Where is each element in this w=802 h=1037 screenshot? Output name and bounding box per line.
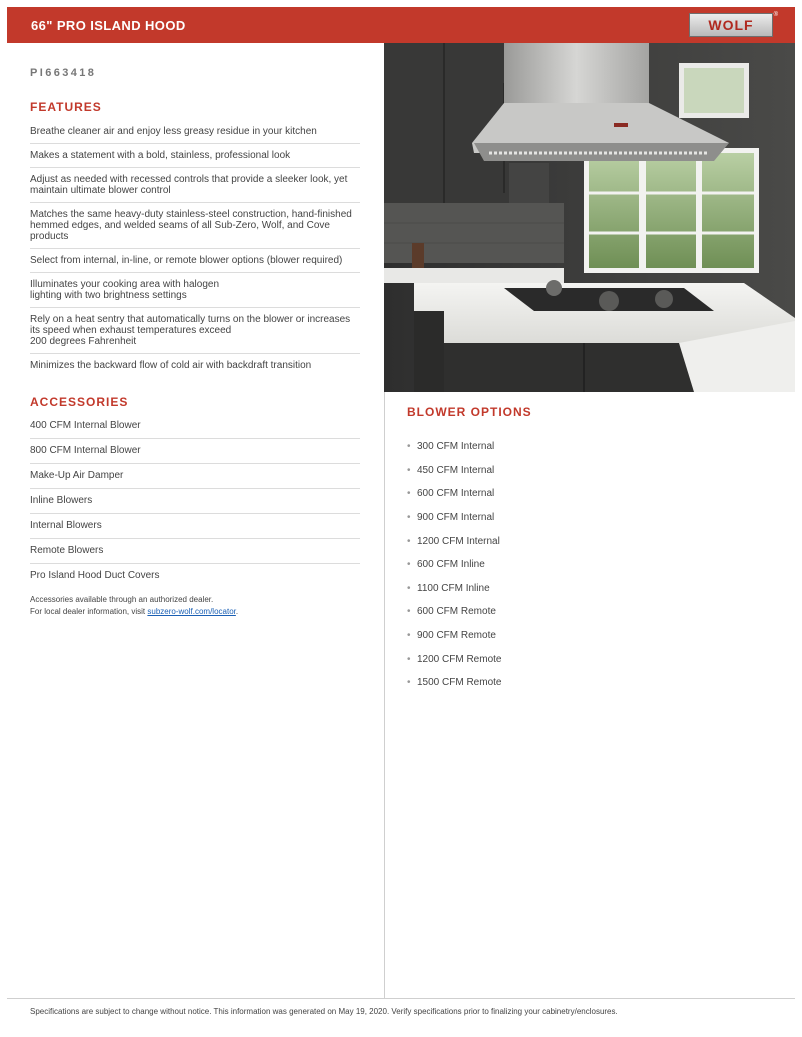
list-item — [407, 647, 777, 671]
wolf-logo-text: WOLF — [708, 17, 754, 33]
page-header — [7, 7, 795, 43]
dealer-locator-link[interactable]: subzero-wolf.com/locator — [147, 607, 236, 616]
accessory-item: Inline Blowers — [30, 489, 360, 514]
bullet-icon: • — [407, 488, 411, 500]
column-divider — [384, 392, 385, 998]
dealer-note: Accessories available through an authorized dealer. — [30, 595, 214, 604]
page-title: 66" PRO ISLAND HOOD — [31, 17, 186, 33]
blower-option-label: 900 CFM Internal — [417, 512, 495, 524]
product-photo — [384, 43, 795, 392]
wolf-logo — [689, 12, 778, 37]
feature-item: Rely on a heat sentry that automatically turns on the blower or increases its speed when exhaust temperatures exceed 200 degrees Fahrenheit — [30, 308, 360, 354]
bullet-icon: • — [407, 512, 411, 524]
trademark-mark: ® — [773, 12, 778, 18]
list-item — [407, 435, 777, 459]
list-item — [407, 459, 777, 483]
blower-option-label: 1100 CFM Inline — [417, 582, 490, 594]
bullet-icon: • — [407, 559, 411, 571]
dealer-info-prefix: For local dealer information, visit — [30, 607, 148, 616]
blower-option-label: 1200 CFM Remote — [417, 653, 502, 665]
bullet-icon: • — [407, 582, 411, 594]
list-item — [407, 506, 777, 530]
blower-options-heading: BLOWER OPTIONS — [407, 405, 532, 419]
blower-option-label: 900 CFM Remote — [417, 630, 496, 642]
features-heading: FEATURES — [30, 100, 102, 114]
feature-item: Breathe cleaner air and enjoy less greasy residue in your kitchen — [30, 120, 360, 144]
accessories-note — [30, 594, 360, 618]
bullet-icon: • — [407, 630, 411, 642]
accessories-heading: ACCESSORIES — [30, 395, 129, 409]
feature-item: Makes a statement with a bold, stainless, professional look — [30, 144, 360, 168]
list-item — [407, 600, 777, 624]
blower-option-label: 1500 CFM Remote — [417, 677, 502, 689]
blower-options-list — [407, 435, 777, 695]
blower-option-label: 600 CFM Internal — [417, 488, 495, 500]
blower-option-label: 600 CFM Inline — [417, 559, 485, 571]
features-list — [30, 120, 360, 377]
blower-option-label: 600 CFM Remote — [417, 606, 496, 618]
accessory-item: Remote Blowers — [30, 539, 360, 564]
accessory-item: 800 CFM Internal Blower — [30, 439, 360, 464]
feature-item: Illuminates your cooking area with halogen lighting with two brightness settings — [30, 273, 360, 308]
blower-option-label: 450 CFM Internal — [417, 464, 495, 476]
dealer-info-suffix: . — [235, 607, 239, 616]
feature-item: Matches the same heavy-duty stainless-steel construction, hand-finished hemmed edges, and welded seams of all Sub-Zero, Wolf, and Cove products — [30, 203, 360, 249]
bullet-icon: • — [407, 441, 411, 453]
list-item — [407, 553, 777, 577]
list-item — [407, 624, 777, 648]
blower-option-label: 1200 CFM Internal — [417, 535, 500, 547]
feature-item: Minimizes the backward flow of cold air with backdraft transition — [30, 360, 312, 371]
accessory-item: 400 CFM Internal Blower — [30, 414, 360, 439]
accessory-item: Pro Island Hood Duct Covers — [30, 570, 160, 581]
accessories-list — [30, 414, 360, 588]
bullet-icon: • — [407, 677, 411, 689]
list-item — [407, 671, 777, 695]
dealer-info-line — [30, 606, 360, 618]
list-item — [407, 529, 777, 553]
bullet-icon: • — [407, 535, 411, 547]
left-column — [30, 43, 360, 618]
accessory-item: Make-Up Air Damper — [30, 464, 360, 489]
bullet-icon: • — [407, 606, 411, 618]
feature-item: Select from internal, in-line, or remote blower options (blower required) — [30, 249, 360, 273]
blower-option-label: 300 CFM Internal — [417, 441, 495, 453]
bullet-icon: • — [407, 653, 411, 665]
model-number: PI663418 — [30, 67, 97, 79]
bullet-icon: • — [407, 464, 411, 476]
list-item — [407, 482, 777, 506]
footer-note: Specifications are subject to change without notice. This information was generated on May 19, 2020. Verify specifications prior to finalizing your cabinetry/enclosures. — [30, 1007, 618, 1016]
footer-divider — [7, 998, 795, 999]
feature-item: Adjust as needed with recessed controls that provide a sleeker look, yet maintain ultimate blower control — [30, 168, 360, 203]
right-column — [407, 405, 777, 695]
accessory-item: Internal Blowers — [30, 514, 360, 539]
list-item — [407, 577, 777, 601]
